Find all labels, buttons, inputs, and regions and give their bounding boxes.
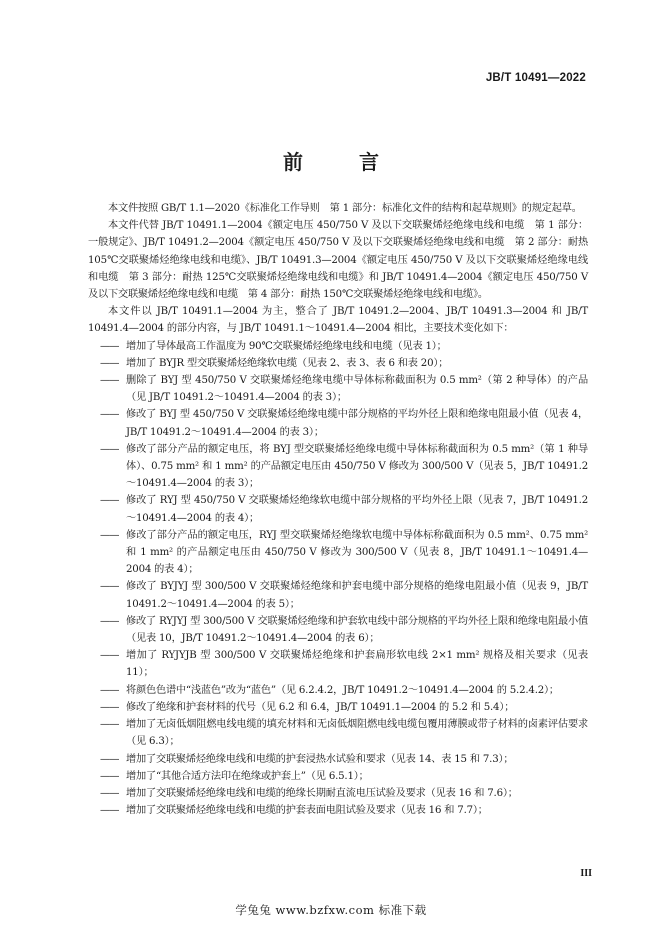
dash-marker: ——: [100, 615, 119, 627]
list-item-text: 删除了 BYJ 型 450/750 V 交联聚烯烃绝缘电缆中导体标称截面积为 0.5 mm²（第 2 种导体）的产品（见 JB/T 10491.2～10491.4—2004 的表 3）；: [126, 375, 588, 404]
list-item: [88, 338, 588, 355]
dash-marker: ——: [100, 805, 119, 817]
dash-marker: ——: [100, 340, 119, 352]
list-item-text: 修改了 RYJYJ 型 300/500 V 交联聚烯烃绝缘和护套软电线中部分规格的平均外径上限和绝缘电阻最小值（见表 10，JB/T 10491.2～10491.4—2004 的表 6）；: [126, 615, 588, 645]
list-item: [88, 441, 588, 493]
dash-marker: ——: [100, 581, 119, 593]
page-title: 前 言: [283, 150, 397, 174]
dash-marker: ——: [100, 495, 119, 507]
paragraph-basis: 本文件按照 GB/T 1.1—2020《标准化工作导则 第 1 部分：标准化文件的结构和起草规则》的规定起草。: [108, 203, 582, 214]
dash-marker: ——: [100, 409, 119, 421]
dash-marker: ——: [100, 650, 119, 662]
list-item: [88, 785, 588, 802]
list-item-text: 增加了“其他合适方法印在绝缘或护套上”（见 6.5.1）；: [126, 770, 369, 782]
dash-marker: ——: [100, 443, 119, 455]
dash-marker: ——: [100, 357, 119, 369]
document-body: [88, 200, 588, 819]
list-item: [88, 768, 588, 785]
list-item-text: 修改了绝缘和护套材料的代号（见 6.2 和 6.4，JB/T 10491.1—2004 的 5.2 和 5.4）；: [126, 701, 515, 713]
changes-list: [88, 338, 588, 820]
list-item: [88, 406, 588, 440]
list-item-text: 将颜色色谱中“浅蓝色”改为“蓝色”（见 6.2.4.2，JB/T 10491.2～10491.4—2004 的 5.2.4.2）；: [126, 684, 559, 696]
dash-marker: ——: [100, 753, 119, 765]
page-number: III: [580, 868, 592, 879]
dash-marker: ——: [100, 684, 119, 696]
list-item-text: 增加了导体最高工作温度为 90℃交联聚烯烃绝缘电线和电缆（见表 1）；: [126, 340, 447, 352]
list-item-text: 增加了交联聚烯烃绝缘电线和电缆的绝缘长期耐直流电压试验及要求（见表 16 和 7.6）；: [126, 787, 518, 799]
paragraph-changes-intro: 本文件以 JB/T 10491.1—2004 为主，整合了 JB/T 10491.2—2004、JB/T 10491.3—2004 和 JB/T 10491.4—2004 的部分内容，与 JB/T 10491.1～10491.4—2004 相比，主要技术变化如下：: [88, 306, 588, 335]
list-item: [88, 716, 588, 750]
list-item: [88, 751, 588, 768]
list-item: [88, 527, 588, 579]
list-item-text: 增加了交联聚烯烃绝缘电线和电缆的护套浸热水试验和要求（见表 14、表 15 和 7.3）；: [126, 753, 514, 765]
list-item: [88, 647, 588, 681]
list-item: [88, 699, 588, 716]
list-item-text: 增加了 RYJYJB 型 300/500 V 交联聚烯烃绝缘和护套扁形软电线 2×1 mm² 规格及相关要求（见表 11）；: [126, 650, 588, 679]
list-item: [88, 802, 588, 819]
dash-marker: ——: [100, 770, 119, 782]
list-item-text: 修改了 BYJYJ 型 300/500 V 交联聚烯烃绝缘和护套电缆中部分规格的绝缘电阻最小值（见表 9，JB/T 10491.2～10491.4—2004 的表 5）；: [126, 581, 588, 610]
dash-marker: ——: [100, 719, 119, 731]
standard-code: JB/T 10491—2022: [485, 72, 586, 84]
dash-marker: ——: [100, 529, 119, 541]
list-item-text: 增加了交联聚烯烃绝缘电线和电缆的护套表面电阻试验及要求（见表 16 和 7.7）；: [126, 805, 488, 817]
list-item: [88, 355, 588, 372]
footer-watermark: 学兔兔 www.bzfxw.com 标准下载: [235, 903, 427, 917]
dash-marker: ——: [100, 787, 119, 799]
list-item-text: 修改了部分产品的额定电压，RYJ 型交联聚烯烃绝缘软电缆中导体标称截面积为 0.5 mm²、0.75 mm² 和 1 mm² 的产品额定电压由 450/750 V 修改为 300/500 V（见表 8，JB/T 10491.1～10491.4—2004 的表 4）；: [126, 529, 588, 576]
list-item: [88, 372, 588, 406]
paragraph-replaces: 本文件代替 JB/T 10491.1—2004《额定电压 450/750 V 及以下交联聚烯烃绝缘电线和电缆 第 1 部分：一般规定》、JB/T 10491.2—2004《额定电压 450/750 V 及以下交联聚烯烃绝缘电线和电缆 第 2 部分：耐热 105℃交联聚烯烃绝缘电线和电缆》、JB/T 10491.3—2004《额定电压 450/750 V 及以下交联聚烯烃绝缘电线和电缆 第 3 部分：耐热 125℃交联聚烯烃绝缘电线和电缆》和 JB/T 10491.4—2004《额定电压 450/750 V 及以下交联聚烯烃绝缘电线和电缆 第 4 部分：耐热 150℃交联聚烯烃绝缘电线和电缆》。: [88, 220, 588, 301]
dash-marker: ——: [100, 701, 119, 713]
dash-marker: ——: [100, 375, 119, 387]
list-item: [88, 613, 588, 647]
list-item-text: 修改了 BYJ 型 450/750 V 交联聚烯烃绝缘电缆中部分规格的平均外径上限和绝缘电阻最小值（见表 4，JB/T 10491.2～10491.4—2004 的表 3）；: [126, 409, 588, 438]
list-item-text: 增加了无卤低烟阻燃电线电缆的填充材料和无卤低烟阻燃电线电缆包覆用薄膜或带子材料的卤素评估要求（见 6.3）；: [126, 719, 588, 748]
list-item-text: 修改了 RYJ 型 450/750 V 交联聚烯烃绝缘软电缆中部分规格的平均外径上限（见表 7，JB/T 10491.2～10491.4—2004 的表 4）；: [126, 495, 588, 524]
list-item: [88, 578, 588, 612]
list-item-text: 修改了部分产品的额定电压，将 BYJ 型交联聚烯烃绝缘电缆中导体标称截面积为 0.5 mm²（第 1 种导体）、0.75 mm² 和 1 mm² 的产品额定电压由 450/750 V 修改为 300/500 V（见表 5，JB/T 10491.2～10491.4—2004 的表 3）；: [126, 443, 588, 490]
list-item: [88, 682, 588, 699]
list-item: [88, 492, 588, 526]
list-item-text: 增加了 BYJR 型交联聚烯烃绝缘软电缆（见表 2、表 3、表 6 和表 20）；: [126, 357, 449, 369]
